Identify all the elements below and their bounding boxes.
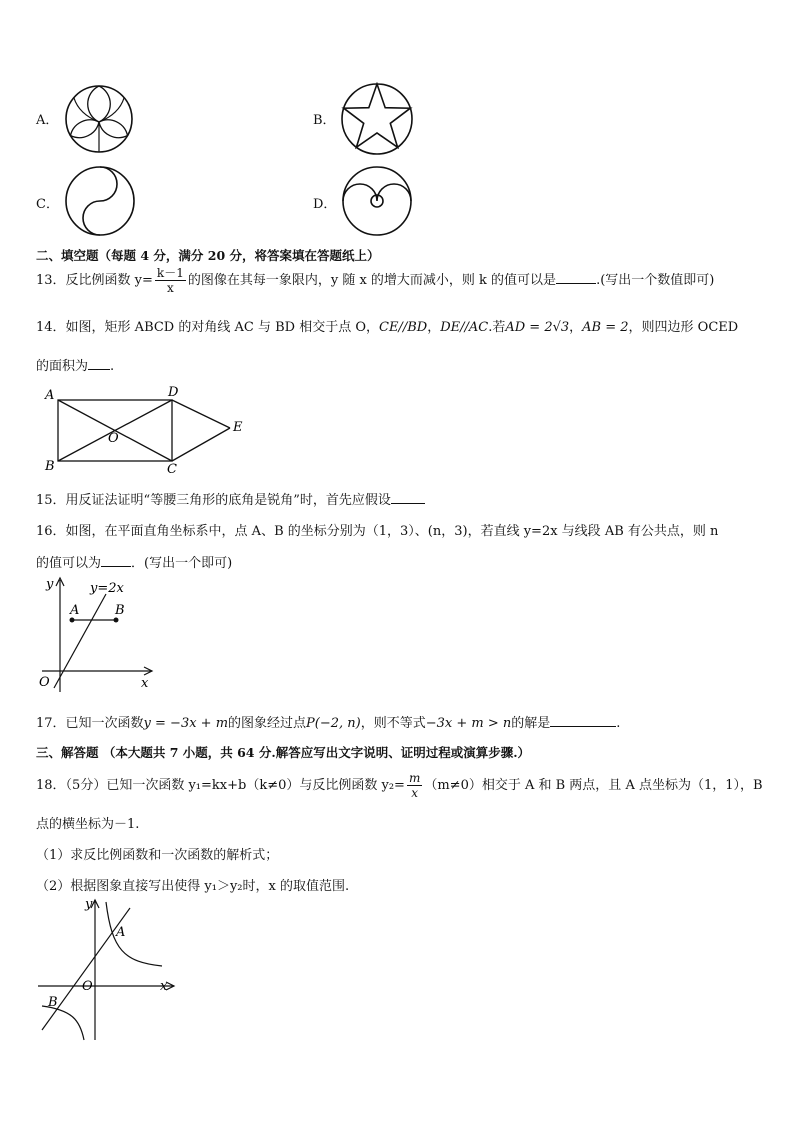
- q18-prefix: 18．（5分）已知一次函数 y₁=kx+b（k≠0）与反比例函数 y₂=: [36, 778, 405, 793]
- q13-tail: .(写出一个数值即可): [596, 273, 715, 288]
- q16-label-o: O: [39, 675, 50, 690]
- q14-label-c: C: [167, 462, 177, 476]
- option-a-label[interactable]: A．: [36, 113, 59, 128]
- q17-end: .: [616, 716, 621, 731]
- q18-figure: [36, 892, 176, 1042]
- q13-fraction: [155, 266, 186, 295]
- q14-suffix: ，则四边形 OCED: [628, 320, 739, 335]
- q18-label-a: A: [116, 925, 126, 940]
- q18-label-x: x: [160, 979, 168, 994]
- question-15: [36, 489, 425, 508]
- q14-label-b: B: [45, 459, 55, 474]
- q15-answer-blank[interactable]: [391, 503, 425, 504]
- question-17: [36, 712, 620, 731]
- option-b-label[interactable]: B．: [313, 113, 336, 128]
- q14-comma1: ，: [427, 320, 441, 335]
- q13-suffix: 的图像在其每一象限内，y 随 x 的增大而减小，则 k 的值可以是: [187, 273, 557, 288]
- q13-prefix: 13．反比例函数 y=: [36, 273, 153, 288]
- question-16-line1: 16．如图，在平面直角坐标系中，点 A、B 的坐标分别为（1，3）、(n，3)，若直线 y=2x 与线段 AB 有公共点，则 n: [36, 524, 719, 539]
- option-d-figure: [341, 165, 413, 237]
- q17-point: P(−2, n): [306, 716, 361, 731]
- q16-label-a: A: [70, 603, 80, 618]
- q16-label-y: y: [46, 577, 54, 592]
- q16-figure: [36, 574, 156, 694]
- option-c-figure: [64, 165, 136, 237]
- q14-cond4: AB = 2: [582, 320, 629, 335]
- q14-line2: 的面积为: [36, 359, 89, 374]
- q16-line2-prefix: 的值可以为: [36, 556, 102, 571]
- q16-answer-blank[interactable]: [101, 566, 131, 567]
- q14-label-a: A: [45, 388, 55, 403]
- q16-label-line: y=2x: [90, 581, 124, 596]
- q13-frac-num: k－1: [156, 266, 184, 280]
- q18-fraction: [407, 771, 422, 800]
- question-18-line1: [36, 771, 763, 800]
- q16-label-b: B: [115, 603, 125, 618]
- q16-label-x: x: [141, 676, 149, 691]
- option-c-label[interactable]: C．: [36, 197, 59, 212]
- q18-suffix: （m≠0）相交于 A 和 B 两点，且 A 点坐标为（1，1），B: [424, 778, 763, 793]
- q14-line2-end: .: [110, 359, 115, 374]
- option-d-label[interactable]: D．: [313, 197, 337, 212]
- q17-answer-blank[interactable]: [550, 726, 616, 727]
- question-18-part2: （2）根据图象直接写出使得 y₁＞y₂时，x 的取值范围.: [36, 879, 350, 894]
- option-b-figure: [340, 82, 414, 156]
- q14-figure: [40, 384, 255, 476]
- section3-heading: 三、解答题 （本大题共 7 小题，共 64 分.解答应写出文字说明、证明过程或演算步骤.）: [36, 745, 531, 760]
- q18-frac-den: x: [411, 786, 419, 800]
- q17-mid: 的图象经过点: [228, 716, 307, 731]
- q17-suffix: 的解是: [511, 716, 551, 731]
- q14-cond3: AD = 2√3: [505, 320, 570, 335]
- q14-answer-blank[interactable]: [88, 369, 110, 370]
- q14-label-e: E: [233, 420, 243, 435]
- option-a-figure: [64, 84, 134, 154]
- q13-frac-den: x: [166, 281, 174, 295]
- q14-cond1: CE//BD: [379, 320, 428, 335]
- question-18-line2: 点的横坐标为－1.: [36, 817, 140, 832]
- q14-label-d: D: [168, 385, 179, 400]
- q13-answer-blank[interactable]: [556, 283, 596, 284]
- q15-text: 15．用反证法证明“等腰三角形的底角是锐角”时，首先应假设: [36, 493, 391, 508]
- section2-heading: 二、填空题（每题 4 分，满分 20 分，将答案填在答题纸上）: [36, 248, 380, 263]
- q14-prefix: 14．如图，矩形 ABCD 的对角线 AC 与 BD 相交于点 O，: [36, 320, 379, 335]
- q18-label-b: B: [48, 995, 58, 1010]
- question-16-line2: [36, 552, 232, 571]
- q14-cond2: DE//AC: [440, 320, 489, 335]
- q17-func: y = −3x + m: [143, 716, 229, 731]
- q18-label-o: O: [82, 979, 93, 994]
- question-14-line1: [36, 316, 738, 335]
- question-18-part1: （1）求反比例函数和一次函数的解析式；: [36, 848, 279, 863]
- question-14-line2: [36, 355, 114, 374]
- q17-mid2: ，则不等式: [360, 716, 426, 731]
- q16-line2-suffix: ．(写出一个即可): [131, 556, 233, 571]
- q17-prefix: 17．已知一次函数: [36, 716, 144, 731]
- q14-label-o: O: [108, 431, 119, 446]
- q17-ineq: −3x + m > n: [425, 716, 512, 731]
- q14-comma2: ，: [569, 320, 583, 335]
- q18-label-y: y: [85, 897, 93, 912]
- q14-ruo: .若: [488, 320, 506, 335]
- question-13: [36, 266, 714, 295]
- q18-frac-num: m: [408, 771, 421, 785]
